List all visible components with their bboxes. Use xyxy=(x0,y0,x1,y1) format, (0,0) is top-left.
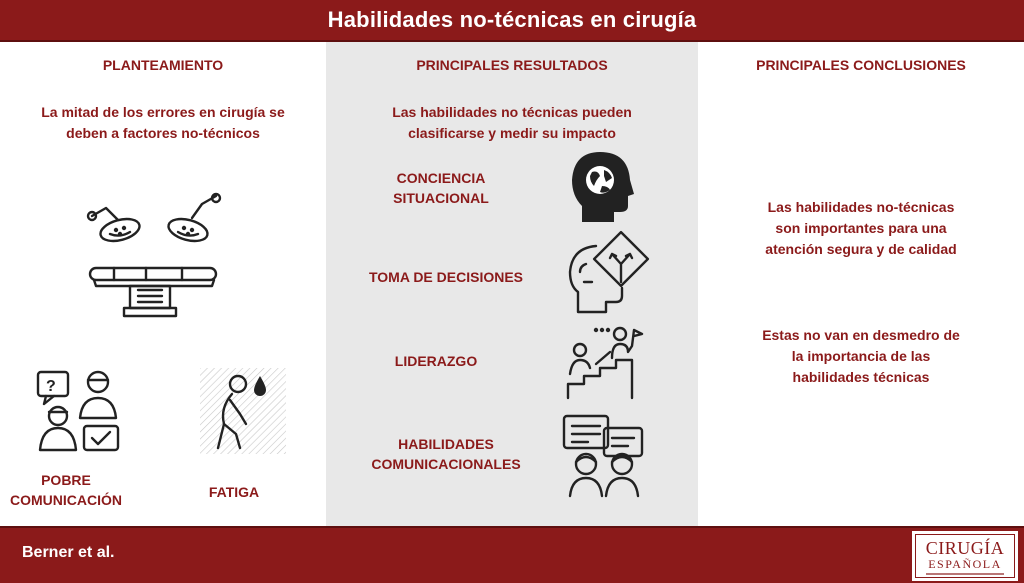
label-liderazgo: LIDERAZGO xyxy=(394,353,478,369)
column-title-planteamiento: PLANTEAMIENTO xyxy=(102,57,224,73)
label-conciencia-situacional: CONCIENCIA SITUACIONAL xyxy=(393,170,489,206)
label-fatiga: FATIGA xyxy=(208,484,260,500)
head-globe-icon xyxy=(570,150,634,222)
leader-stairs-flag-icon xyxy=(566,324,646,400)
column-conclusiones xyxy=(698,42,1024,526)
column-resultados xyxy=(326,42,698,526)
svg-text:?: ? xyxy=(46,378,56,395)
column-planteamiento xyxy=(0,42,326,526)
footer-bar xyxy=(0,526,1024,583)
planteamiento-intro: La mitad de los errores en cirugía se deben a factores no-técnicos xyxy=(41,104,285,141)
label-pobre-comunicacion: POBRE COMUNICACIÓN xyxy=(10,472,122,508)
column-title-resultados: PRINCIPALES RESULTADOS xyxy=(416,57,608,73)
doctors-communication-icon xyxy=(36,370,126,456)
logo-title: CIRUGÍA xyxy=(925,538,1005,558)
conclusion-1: Las habilidades no-técnicas son importantes para una atención segura y de calidad xyxy=(765,199,957,257)
people-talking-icon xyxy=(562,414,646,498)
column-title-conclusiones: PRINCIPALES CONCLUSIONES xyxy=(756,57,966,73)
page-title: Habilidades no-técnicas en cirugía xyxy=(327,7,697,32)
resultados-intro: Las habilidades no técnicas pueden clasificarse y medir su impacto xyxy=(392,104,632,141)
label-habilidades-comunicacionales: HABILIDADES COMUNICACIONALES xyxy=(371,436,521,472)
logo-subtitle: ESPAÑOLA xyxy=(928,557,1002,571)
logo-divider xyxy=(926,573,1004,575)
head-decision-sign-icon xyxy=(566,234,648,316)
operating-room-lights-and-table-icon xyxy=(86,190,226,330)
tired-person-icon xyxy=(200,368,286,454)
journal-logo xyxy=(912,531,1018,581)
conclusion-2: Estas no van en desmedro de la importancia de las habilidades técnicas xyxy=(762,327,960,385)
label-toma-de-decisiones: TOMA DE DECISIONES xyxy=(368,269,524,285)
header-bar xyxy=(0,0,1024,42)
author-citation: Berner et al. xyxy=(22,544,115,561)
